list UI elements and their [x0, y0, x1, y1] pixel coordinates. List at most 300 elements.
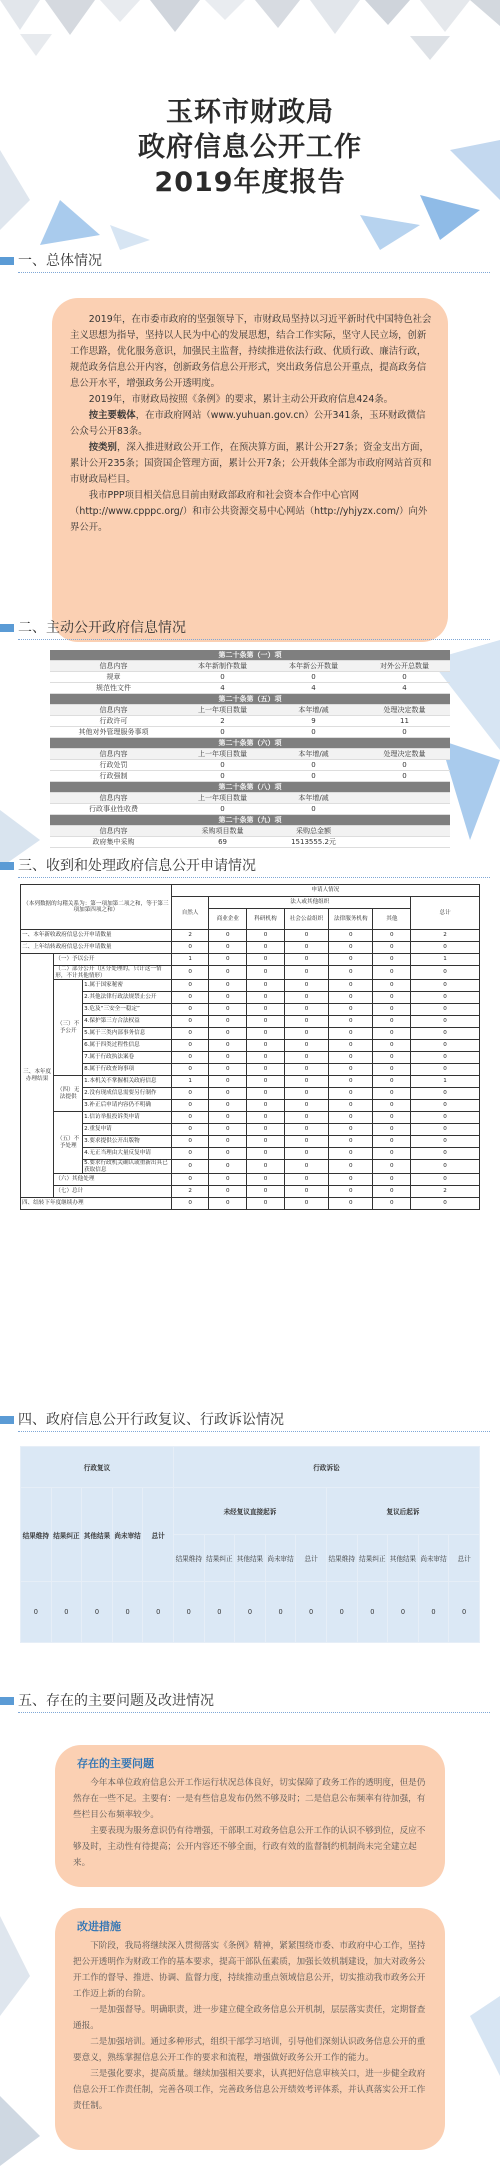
table-cell: 0	[411, 1016, 480, 1028]
table-cell: 69	[177, 837, 268, 848]
table-cell: 0	[329, 1004, 373, 1016]
table-cell: 0	[284, 1064, 328, 1076]
table-cell: 0	[247, 1004, 285, 1016]
table-cell: 处理决定数量	[359, 705, 450, 716]
table-cell: 行政诉讼	[173, 1447, 479, 1488]
table-cell: 0	[326, 1582, 357, 1643]
table-cell: 0	[209, 1124, 247, 1136]
table-cell: 0	[171, 1112, 209, 1124]
table-cell: 0	[247, 1016, 285, 1028]
table-cell: 信息内容	[50, 749, 177, 760]
table-cell: 0	[329, 1112, 373, 1124]
table-cell: 0	[247, 966, 285, 980]
table-cell: 1	[411, 954, 480, 966]
table-cell: 0	[284, 1124, 328, 1136]
table-cell: 行政许可	[50, 716, 177, 727]
table-cell: 2.其他法律行政法规禁止公开	[83, 992, 172, 1004]
block-header-row	[50, 793, 450, 804]
table-cell: 4	[359, 683, 450, 694]
table-cell: 0	[268, 760, 359, 771]
table-cell: 0	[209, 1052, 247, 1064]
table-cell: 0	[284, 992, 328, 1004]
table-cell: 上一年项目数量	[177, 705, 268, 716]
table-cell: 0	[209, 1198, 247, 1210]
table-cell: 采购项目数量	[177, 826, 268, 837]
table-cell: 1	[171, 1076, 209, 1088]
active-disclosure-table	[50, 650, 450, 848]
improvement-card	[55, 1908, 445, 2150]
table-cell: 本年增/减	[268, 749, 359, 760]
table-cell: 0	[449, 1582, 480, 1643]
table-row	[50, 672, 450, 683]
table-row	[21, 1186, 480, 1198]
table-cell: 0	[329, 1124, 373, 1136]
table-row	[50, 771, 450, 782]
table-cell: 1.信访举报投诉类申请	[83, 1112, 172, 1124]
table-cell: 7.属于行政执法案卷	[83, 1052, 172, 1064]
table-row	[21, 1160, 480, 1174]
improvement-paragraph: 一是加强督导。明确职责，进一步建立健全政务信息公开机制，层层落实责任，定期督查通报。	[73, 2005, 426, 2031]
table-cell: 结果维持	[173, 1535, 204, 1582]
table-cell: 0	[373, 930, 411, 942]
table-cell: 0	[411, 1100, 480, 1112]
table-cell: 上一年项目数量	[177, 749, 268, 760]
table-cell: 0	[209, 1112, 247, 1124]
table-cell: 0	[284, 966, 328, 980]
table-row	[21, 980, 480, 992]
table-cell: 0	[171, 1088, 209, 1100]
overview-paragraph: 按类别，深入推进财政公开工作，在预决算方面，累计公开27条；资金支出方面，累计公开235条；国资国企管理方面，累计公开7条；公开载体全部为市政府网站首页和市财政局栏目。	[70, 442, 432, 485]
table-cell: 0	[247, 942, 285, 954]
problems-label: 存在的主要问题	[77, 1757, 154, 1770]
table-cell: 一、本年新收政府信息公开申请数量	[21, 930, 172, 942]
table-cell: 法人或其他组织	[209, 897, 411, 909]
table-row	[21, 1174, 480, 1186]
table-cell: 尚未审结	[418, 1535, 449, 1582]
table-row	[21, 1040, 480, 1052]
table-cell: 上一年项目数量	[177, 793, 268, 804]
table-cell: 0	[284, 1160, 328, 1174]
table-row	[21, 1004, 480, 1016]
table-cell: 0	[284, 1136, 328, 1148]
table-cell: 6.属于四类过程性信息	[83, 1040, 172, 1052]
table-cell: 0	[373, 1064, 411, 1076]
table-row	[50, 716, 450, 727]
table-cell: 3.补正后申请内容仍不明确	[83, 1100, 172, 1112]
application-table	[20, 884, 480, 1210]
table-cell: 0	[247, 1052, 285, 1064]
table-cell: 0	[177, 727, 268, 738]
table-cell: 0	[373, 1112, 411, 1124]
improvement-paragraph: 三是强化要求，提高质量。继续加强相关要求，认真把好信息审核关口，进一步健全政府信息公开工作责任制，完善各项工作，完善政务信息公开绩效考评体系，并认真落实公开工作责任制。	[73, 2069, 426, 2111]
table-cell: 0	[247, 1148, 285, 1160]
table-cell: 复议后起诉	[326, 1488, 479, 1535]
table-cell: 0	[411, 1088, 480, 1100]
header-banner	[0, 0, 500, 250]
table-cell: 0	[209, 1100, 247, 1112]
table-cell: 0	[373, 1148, 411, 1160]
table-cell: 行政事业性收费	[50, 804, 177, 815]
block-title-row	[50, 782, 450, 793]
table-cell: 0	[329, 1100, 373, 1112]
table-cell: 1.属于国家秘密	[83, 980, 172, 992]
table-cell: 本年增/减	[268, 793, 359, 804]
table-cell: 0	[21, 1582, 52, 1643]
table-cell: 0	[329, 942, 373, 954]
table-cell: 其他结果	[82, 1488, 113, 1582]
table-cell: 0	[411, 1064, 480, 1076]
table-cell: 0	[284, 942, 328, 954]
table-cell: 0	[177, 672, 268, 683]
block-title-row	[50, 815, 450, 826]
table-cell: （七）总计	[54, 1186, 172, 1198]
table-cell: 政府集中采购	[50, 837, 177, 848]
block-header-row	[50, 749, 450, 760]
table-cell: （本列数据的勾稽关系为：第一项加第二项之和，等于第三项加第四项之和）	[21, 885, 172, 930]
table-cell: 总计	[143, 1488, 174, 1582]
table-cell: 0	[359, 760, 450, 771]
table-row	[21, 1016, 480, 1028]
problems-paragraph: 主要表现为服务意识仍有待增强，干部职工对政务信息公开工作的认识不够到位，反应不够及时，主动性有待提高；公开内容还不够全面，行政有效的监督制约机制尚未完全建立起来。	[73, 1826, 426, 1868]
table-cell: 第二十条第（六）项	[50, 738, 450, 749]
table-cell: 0	[284, 1088, 328, 1100]
table-cell: 0	[209, 1174, 247, 1186]
table-row	[21, 966, 480, 980]
table-cell: 0	[247, 992, 285, 1004]
table-cell: 0	[247, 1040, 285, 1052]
table-cell: 科研机构	[247, 909, 285, 930]
table-cell: 0	[268, 804, 359, 815]
heading-bar-icon	[0, 624, 14, 632]
improvement-label: 改进措施	[77, 1920, 121, 1933]
table-cell: 行政强制	[50, 771, 177, 782]
table-cell: （五）不予处理	[54, 1112, 83, 1174]
table-cell: 0	[411, 1174, 480, 1186]
table-cell: 行政处罚	[50, 760, 177, 771]
table-cell: 2	[171, 930, 209, 942]
table-cell: 0	[373, 1186, 411, 1198]
table-cell: 4	[268, 683, 359, 694]
table-cell: 未经复议直接起诉	[173, 1488, 326, 1535]
table-cell: 本年增/减	[268, 705, 359, 716]
table-cell: 结果维持	[21, 1488, 52, 1582]
table-cell: 0	[204, 1582, 235, 1643]
table-cell: 第二十条第（五）项	[50, 694, 450, 705]
table-cell: 0	[209, 1028, 247, 1040]
table-cell: 0	[284, 1148, 328, 1160]
table-cell: 0	[171, 1174, 209, 1186]
table-cell: 0	[359, 672, 450, 683]
table-cell: 0	[284, 1040, 328, 1052]
table-cell: 0	[411, 1028, 480, 1040]
table-cell: 1513555.2元	[268, 837, 359, 848]
table-cell: 3.危及“三安全一稳定”	[83, 1004, 172, 1016]
table-cell: 0	[411, 1052, 480, 1064]
table-cell: 0	[284, 930, 328, 942]
table-cell: 0	[171, 966, 209, 980]
table-cell: 0	[171, 1052, 209, 1064]
table-row	[50, 727, 450, 738]
table-cell: 第二十条第（九）项	[50, 815, 450, 826]
table-cell: 0	[247, 1160, 285, 1174]
table-cell: 0	[373, 1160, 411, 1174]
table-cell: 0	[284, 1052, 328, 1064]
table-cell: 0	[329, 1028, 373, 1040]
table-cell: 0	[284, 1016, 328, 1028]
table-cell: 0	[112, 1582, 143, 1643]
table-row	[50, 837, 450, 848]
table-cell: 0	[329, 1040, 373, 1052]
table-cell: 0	[171, 1064, 209, 1076]
table-cell: 第二十条第（八）项	[50, 782, 450, 793]
block-header-row	[50, 705, 450, 716]
table-cell: 二、上年结转政府信息公开申请数量	[21, 942, 172, 954]
table-cell: 11	[359, 716, 450, 727]
table-cell: 4	[177, 683, 268, 694]
heading-bar-icon	[0, 1697, 14, 1705]
overview-paragraph: 2019年，在市委市政府的坚强领导下，市财政局坚持以习近平新时代中国特色社会主义思想为指导，坚持以人民为中心的发展思想，结合工作实际，坚守人民立场，创新工作思路，优化服务意识，加强民主监督，持续推进依法行政、优质行政、廉洁行政，规范政务信息公开内容，创新政务信息公开形式，突出政务信息公开重点，提高政务信息公开水平，增强政务公开透明度。	[70, 314, 432, 389]
table-cell: 0	[209, 930, 247, 942]
block-title-row	[50, 650, 450, 661]
table-cell: 0	[171, 992, 209, 1004]
table-cell: 0	[171, 1004, 209, 1016]
table-cell: 总计	[296, 1535, 327, 1582]
table-cell: 0	[171, 1160, 209, 1174]
table-row	[50, 760, 450, 771]
table-cell: 0	[247, 1076, 285, 1088]
table-cell: 0	[209, 966, 247, 980]
table-cell: 法律服务机构	[329, 909, 373, 930]
report-title-line2: 政府信息公开工作	[138, 132, 362, 163]
table-cell: 0	[247, 1198, 285, 1210]
table-cell: 0	[171, 1100, 209, 1112]
block-title-row	[50, 694, 450, 705]
table-row	[21, 1064, 480, 1076]
table-row	[21, 1028, 480, 1040]
table-cell: 0	[373, 1004, 411, 1016]
table-cell: 0	[265, 1582, 296, 1643]
table-cell: 0	[247, 1100, 285, 1112]
table-cell: 0	[247, 930, 285, 942]
table-cell: 0	[235, 1582, 266, 1643]
table-cell: 0	[329, 954, 373, 966]
table-cell: 0	[209, 1186, 247, 1198]
table-cell: 5.属于三类内部事务信息	[83, 1028, 172, 1040]
table-cell: 0	[177, 760, 268, 771]
table-cell: 0	[171, 1198, 209, 1210]
table-cell: 0	[209, 1088, 247, 1100]
table-cell: 0	[411, 942, 480, 954]
table-cell: 0	[209, 1004, 247, 1016]
table-cell: 本年新制作数量	[177, 661, 268, 672]
table-row	[21, 1124, 480, 1136]
table-cell: 0	[373, 1100, 411, 1112]
table-cell: 0	[177, 771, 268, 782]
table-cell: 0	[373, 966, 411, 980]
problems-card	[55, 1745, 445, 1887]
table-cell: 0	[329, 1186, 373, 1198]
table-cell: 0	[247, 1186, 285, 1198]
section4-heading: 四、政府信息公开行政复议、行政诉讼情况	[0, 1407, 500, 1433]
table-cell: 社会公益组织	[284, 909, 328, 930]
table-row	[21, 954, 480, 966]
table-cell: 0	[209, 1040, 247, 1052]
block-title-row	[50, 738, 450, 749]
table-cell: 0	[171, 1040, 209, 1052]
table-cell: 规章	[50, 672, 177, 683]
table-cell: 商业企业	[209, 909, 247, 930]
table-cell: 0	[51, 1582, 82, 1643]
table-cell: 0	[284, 1112, 328, 1124]
table-cell: 0	[171, 1124, 209, 1136]
table-cell: 尚未审结	[112, 1488, 143, 1582]
section5-heading: 五、存在的主要问题及改进情况	[0, 1688, 500, 1714]
table-cell: 4.保护第三方合法权益	[83, 1016, 172, 1028]
table-cell: 0	[329, 930, 373, 942]
table-cell: 0	[173, 1582, 204, 1643]
table-cell: 0	[329, 1076, 373, 1088]
table-cell: 0	[268, 771, 359, 782]
table-cell: 0	[247, 1136, 285, 1148]
table-cell: 0	[373, 1198, 411, 1210]
table-cell: （三）不予公开	[54, 980, 83, 1076]
improvement-paragraph: 二是加强培训。通过多种形式，组织干部学习培训，引导他们深刻认识政务信息公开的重要意义，熟练掌握信息公开工作的要求和流程，增强做好政务公开工作的能力。	[73, 2037, 426, 2063]
table-cell: 0	[373, 992, 411, 1004]
table-cell: 0	[373, 954, 411, 966]
table-cell: 0	[411, 992, 480, 1004]
table-cell: 其他结果	[388, 1535, 419, 1582]
table-cell: 0	[329, 1136, 373, 1148]
table-cell: 信息内容	[50, 826, 177, 837]
table-cell: 0	[284, 954, 328, 966]
table-cell: 3.要求提供公开出版物	[83, 1136, 172, 1148]
table-cell: 0	[284, 1174, 328, 1186]
table-cell: 0	[284, 1198, 328, 1210]
table-cell: 0	[209, 1016, 247, 1028]
table-row	[21, 1136, 480, 1148]
table-cell: 0	[329, 992, 373, 1004]
table-cell: 0	[247, 1088, 285, 1100]
table-row	[21, 1148, 480, 1160]
table-cell: 0	[373, 1052, 411, 1064]
table-cell: 结果维持	[326, 1535, 357, 1582]
table-cell: 0	[373, 1174, 411, 1186]
table-cell: 结果纠正	[51, 1488, 82, 1582]
table-cell	[359, 837, 450, 848]
table-cell: 0	[268, 672, 359, 683]
table-cell: 0	[268, 727, 359, 738]
table-cell: 0	[373, 980, 411, 992]
table-row	[21, 930, 480, 942]
table-header-row	[21, 885, 480, 897]
table-row	[21, 1088, 480, 1100]
table-cell: 行政复议	[21, 1447, 174, 1488]
table-row	[21, 1076, 480, 1088]
table-cell	[359, 804, 450, 815]
table-cell: 0	[247, 1028, 285, 1040]
table-row	[21, 1582, 480, 1643]
table-row	[21, 942, 480, 954]
table-cell: 0	[209, 1160, 247, 1174]
table-cell: 0	[247, 980, 285, 992]
block-header-row	[50, 826, 450, 837]
table-cell: 9	[268, 716, 359, 727]
table-cell: 0	[284, 1100, 328, 1112]
table-cell: 0	[171, 980, 209, 992]
table-cell: 总计	[411, 897, 480, 930]
table-cell: 0	[177, 804, 268, 815]
table-cell: 0	[373, 1016, 411, 1028]
table-cell: 0	[209, 980, 247, 992]
table-cell: 0	[209, 954, 247, 966]
table-cell: 本年新公开数量	[268, 661, 359, 672]
table-cell: 0	[388, 1582, 419, 1643]
table-cell: 1	[171, 954, 209, 966]
table-cell: 四、结转下年度继续办理	[21, 1198, 172, 1210]
section3-heading: 三、收到和处理政府信息公开申请情况	[0, 853, 500, 879]
table-cell: 0	[411, 1112, 480, 1124]
table-cell: 结果纠正	[204, 1535, 235, 1582]
table-cell: 三、本年度办理结果	[21, 954, 54, 1198]
table-cell: 0	[329, 1052, 373, 1064]
table-cell: 0	[284, 1076, 328, 1088]
table-cell: 自然人	[171, 897, 209, 930]
table-cell: （四）无法提供	[54, 1076, 83, 1112]
table-cell: 0	[284, 980, 328, 992]
overview-paragraph: 2019年，市财政局按照《条例》的要求，累计主动公开政府信息424条。	[88, 394, 394, 405]
report-title-line1: 玉环市财政局	[166, 97, 334, 128]
table-cell: 0	[418, 1582, 449, 1643]
table-cell: 2	[411, 1186, 480, 1198]
table-cell: 0	[373, 1076, 411, 1088]
heading-bar-icon	[0, 257, 14, 265]
table-row	[21, 1198, 480, 1210]
table-header-row	[21, 1447, 480, 1488]
table-cell: 0	[209, 1076, 247, 1088]
table-cell: 采购总金额	[268, 826, 359, 837]
table-cell: 0	[329, 1198, 373, 1210]
table-cell: 0	[171, 1136, 209, 1148]
table-cell: 0	[209, 1064, 247, 1076]
table-cell: 0	[329, 1148, 373, 1160]
table-cell: 尚未审结	[265, 1535, 296, 1582]
table-cell: 申请人情况	[171, 885, 479, 897]
table-cell: 0	[296, 1582, 327, 1643]
table-cell: 0	[209, 992, 247, 1004]
improvement-paragraph: 下阶段，我局将继续深入贯彻落实《条例》精神，紧紧围绕市委、市政府中心工作，坚持把公开透明作为财政工作的基本要求，提高干部队伍素质，加强长效机制建设，加大对政务公开工作的督导、推进、协调、监督力度，持续推动重点领域信息公开，切实推动我市政务公开工作迈上新的台阶。	[73, 1941, 426, 1999]
table-cell: （一）予以公开	[54, 954, 172, 966]
table-cell: 0	[82, 1582, 113, 1643]
table-cell: 0	[373, 1136, 411, 1148]
table-cell: 0	[373, 1088, 411, 1100]
table-cell: 处理决定数量	[359, 749, 450, 760]
table-cell: 0	[247, 1112, 285, 1124]
table-cell: 0	[284, 1004, 328, 1016]
table-row	[50, 804, 450, 815]
table-cell: 2	[171, 1186, 209, 1198]
table-cell: 0	[171, 942, 209, 954]
table-cell: 其他对外管理服务事项	[50, 727, 177, 738]
table-row	[21, 1052, 480, 1064]
table-cell: 0	[171, 1016, 209, 1028]
table-cell: 信息内容	[50, 661, 177, 672]
table-cell: 0	[411, 1124, 480, 1136]
problems-paragraph: 今年本单位政府信息公开工作运行状况总体良好，切实保障了政务工作的透明度，但是仍然存在一些不足。主要有：一是有些信息发布仍然不够及时；二是信息公布频率有待加强，有些栏目公布频率较少。	[73, 1778, 426, 1820]
table-cell: 0	[284, 1186, 328, 1198]
table-cell: 1	[411, 1076, 480, 1088]
table-cell: 5.要求行政机关确认或重新出具已获取信息	[83, 1160, 172, 1174]
table-cell: 0	[209, 942, 247, 954]
